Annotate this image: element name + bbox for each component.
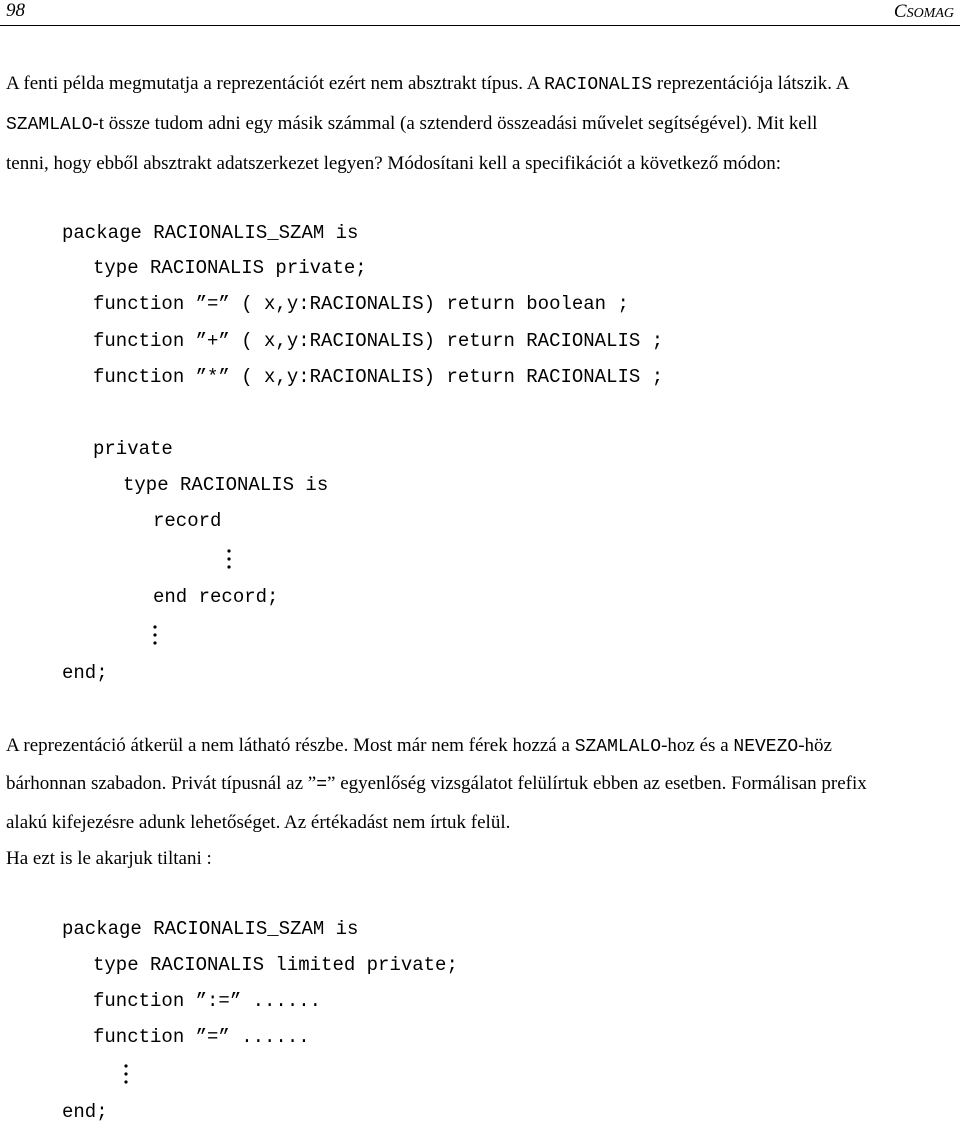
code2-line5: end; xyxy=(62,1101,108,1123)
text-run: -hoz és a xyxy=(661,735,734,756)
code1-line5: function ”*” ( x,y:RACIONALIS) return RACIONALIS ; xyxy=(93,366,664,388)
text-run: A reprezentáció átkerül a nem látható részbe. Most már nem férek hozzá a xyxy=(6,735,575,756)
inline-code: RACIONALIS xyxy=(544,75,653,95)
running-title xyxy=(894,1,954,23)
paragraph2-line1 xyxy=(6,735,832,757)
code1-line7: type RACIONALIS is xyxy=(123,474,329,496)
vertical-ellipsis xyxy=(226,548,232,575)
paragraph2-line2 xyxy=(6,773,867,795)
header-rule xyxy=(0,25,960,26)
code1-line2: type RACIONALIS private; xyxy=(93,257,367,279)
code2-line4: function ”=” ...... xyxy=(93,1026,310,1048)
code2-line2: type RACIONALIS limited private; xyxy=(93,954,458,976)
code1-line3: function ”=” ( x,y:RACIONALIS) return boolean ; xyxy=(93,293,629,315)
text-run: -t össze tudom adni egy másik számmal (a sztenderd összeadási művelet segítségével). Mit kell xyxy=(92,113,818,134)
code1-line9: end record; xyxy=(153,586,279,608)
running-title-smallcaps: SOMAG xyxy=(906,6,954,21)
paragraph1-line2 xyxy=(6,113,817,135)
vertical-ellipsis xyxy=(152,624,158,651)
text-run: -höz xyxy=(798,735,832,756)
code1-line1: package RACIONALIS_SZAM is xyxy=(62,222,359,244)
paragraph2-line3: alakú kifejezésre adunk lehetőséget. Az értékadást nem írtuk felül. xyxy=(6,812,511,833)
paragraph1-line3: tenni, hogy ebből absztrakt adatszerkezet legyen? Módosítani kell a specifikációt a következő módon: xyxy=(6,153,782,174)
code1-line6: private xyxy=(93,438,173,460)
text-run: bárhonnan szabadon. Privát típusnál az ” xyxy=(6,773,317,794)
vertical-ellipsis xyxy=(123,1063,129,1090)
inline-code: SZAMLALO xyxy=(6,115,93,135)
code1-line8: record xyxy=(153,510,222,532)
text-run: A fenti példa megmutatja a reprezentációt ezért nem absztrakt típus. A xyxy=(6,73,545,94)
paragraph2-line4: Ha ezt is le akarjuk tiltani : xyxy=(6,848,212,869)
inline-code: = xyxy=(316,775,328,795)
code2-line1: package RACIONALIS_SZAM is xyxy=(62,918,359,940)
code1-line4: function ”+” ( x,y:RACIONALIS) return RACIONALIS ; xyxy=(93,330,664,352)
paragraph1-line1 xyxy=(6,73,849,95)
running-title-initial: C xyxy=(893,1,907,22)
code1-line10: end; xyxy=(62,662,108,684)
text-run: reprezentációja látszik. A xyxy=(652,73,850,94)
inline-code: SZAMLALO xyxy=(574,737,662,757)
text-run: ” egyenlőség vizsgálatot felülírtuk ebben az esetben. Formálisan prefix xyxy=(327,773,867,794)
page-number: 98 xyxy=(6,0,25,21)
inline-code: NEVEZO xyxy=(733,737,799,757)
code2-line3: function ”:=” ...... xyxy=(93,990,322,1012)
